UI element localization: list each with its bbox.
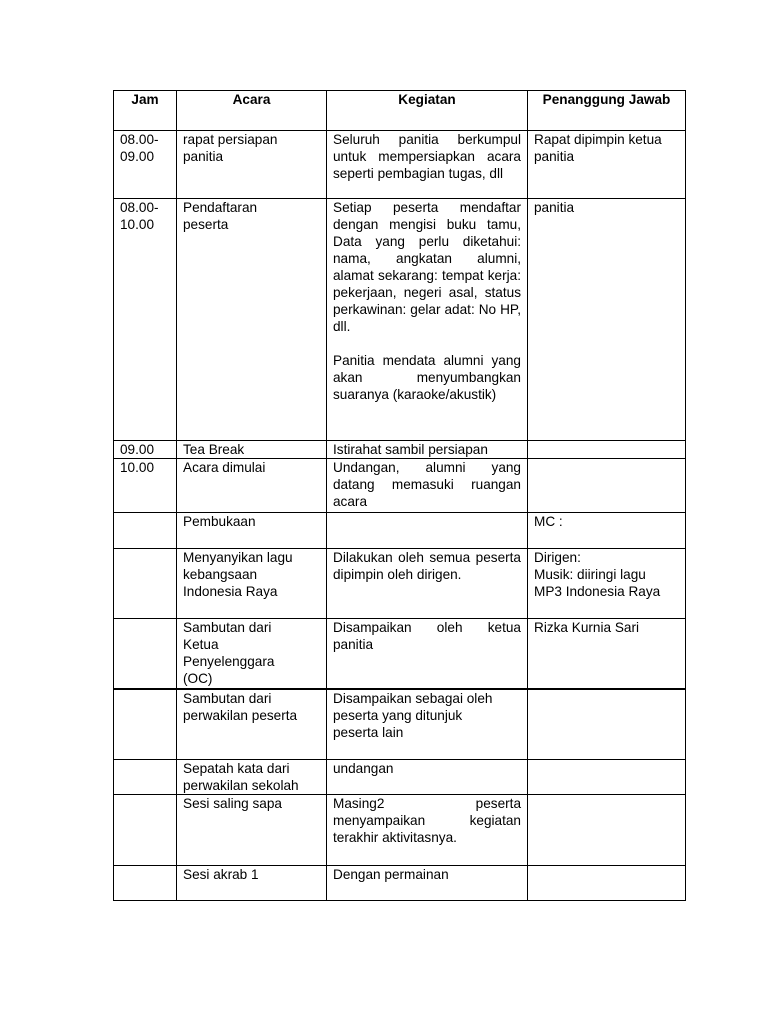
cell-acara-text: Sepatah kata dari perwakilan sekolah <box>183 761 299 793</box>
cell-acara-text: Sesi saling sapa <box>183 796 282 811</box>
cell-kegiatan <box>327 199 528 441</box>
cell-penanggung-jawab <box>528 441 686 459</box>
cell-acara <box>177 689 327 760</box>
cell-jam <box>114 689 177 760</box>
cell-acara <box>177 549 327 619</box>
kegiatan-paragraph: Panitia mendata alumni yang akan menyumbangkan suaranya (karaoke/akustik) <box>333 353 521 402</box>
cell-kegiatan <box>327 549 528 619</box>
kegiatan-paragraph: undangan <box>333 761 394 776</box>
header-penanggung-jawab: Penanggung Jawab <box>528 91 686 131</box>
cell-kegiatan <box>327 619 528 689</box>
schedule-row <box>114 549 686 619</box>
cell-penanggung-jawab-text: Dirigen: Musik: diiringi lagu MP3 Indonesia Raya <box>534 550 661 599</box>
cell-penanggung-jawab-text: MC : <box>534 514 563 529</box>
cell-jam <box>114 131 177 199</box>
cell-acara-text: Menyanyikan lagu kebangsaan Indonesia Raya <box>183 550 293 599</box>
cell-acara-text: Tea Break <box>183 442 245 457</box>
cell-acara <box>177 619 327 689</box>
schedule-row <box>114 199 686 441</box>
header-row <box>114 91 686 131</box>
cell-acara <box>177 866 327 901</box>
kegiatan-paragraph: Disampaikan oleh ketua panitia <box>333 620 521 652</box>
cell-acara-text: Acara dimulai <box>183 460 266 475</box>
cell-penanggung-jawab-text: panitia <box>534 200 575 215</box>
cell-jam-text: 08.00- 09.00 <box>120 132 159 164</box>
cell-acara <box>177 131 327 199</box>
cell-jam <box>114 866 177 901</box>
schedule-row <box>114 441 686 459</box>
schedule-body <box>114 131 686 901</box>
cell-kegiatan <box>327 795 528 866</box>
cell-kegiatan <box>327 131 528 199</box>
schedule-row <box>114 689 686 760</box>
header-kegiatan: Kegiatan <box>327 91 528 131</box>
cell-jam <box>114 549 177 619</box>
cell-kegiatan <box>327 760 528 795</box>
schedule-row <box>114 513 686 549</box>
cell-jam <box>114 795 177 866</box>
cell-acara-text: Sesi akrab 1 <box>183 867 259 882</box>
kegiatan-paragraph: Dilakukan oleh semua peserta dipimpin oleh dirigen. <box>333 550 521 582</box>
cell-penanggung-jawab <box>528 131 686 199</box>
cell-acara <box>177 441 327 459</box>
cell-jam <box>114 459 177 513</box>
cell-acara <box>177 459 327 513</box>
cell-acara <box>177 795 327 866</box>
cell-acara <box>177 513 327 549</box>
cell-acara <box>177 760 327 795</box>
cell-acara-text: Sambutan dari Ketua Penyelenggara (OC) <box>183 620 275 686</box>
cell-kegiatan <box>327 513 528 549</box>
schedule-row <box>114 619 686 689</box>
cell-kegiatan <box>327 441 528 459</box>
cell-kegiatan <box>327 459 528 513</box>
cell-acara-text: Pendaftaran peserta <box>183 200 258 232</box>
cell-penanggung-jawab-text: Rapat dipimpin ketua panitia <box>534 132 662 164</box>
cell-acara-text: Sambutan dari perwakilan peserta <box>183 690 298 723</box>
kegiatan-paragraph: Dengan permainan <box>333 867 449 882</box>
kegiatan-paragraph: Undangan, alumni yang datang memasuki ruangan acara <box>333 460 521 509</box>
schedule-row <box>114 131 686 199</box>
cell-jam-text: 10.00 <box>120 460 155 475</box>
cell-penanggung-jawab <box>528 866 686 901</box>
schedule-row <box>114 760 686 795</box>
schedule-table <box>113 90 686 901</box>
cell-penanggung-jawab <box>528 795 686 866</box>
cell-penanggung-jawab <box>528 459 686 513</box>
kegiatan-paragraph: Istirahat sambil persiapan <box>333 442 488 457</box>
cell-jam-text: 08.00- 10.00 <box>120 200 159 232</box>
cell-jam <box>114 760 177 795</box>
kegiatan-paragraph: Setiap peserta mendaftar dengan mengisi buku tamu, Data yang perlu diketahui: nama, angkatan alumni, alamat sekarang: tempat kerja: pekerjaan, negeri asal, status perkawinan: gelar adat: No HP, dll. <box>333 200 521 334</box>
cell-penanggung-jawab <box>528 619 686 689</box>
header-acara: Acara <box>177 91 327 131</box>
cell-penanggung-jawab <box>528 549 686 619</box>
cell-penanggung-jawab-text: Rizka Kurnia Sari <box>534 620 640 635</box>
header-jam: Jam <box>114 91 177 131</box>
schedule-row <box>114 459 686 513</box>
cell-penanggung-jawab <box>528 689 686 760</box>
kegiatan-paragraph: Masing2 peserta menyampaikan kegiatan terakhir aktivitasnya. <box>333 796 521 845</box>
cell-jam <box>114 619 177 689</box>
cell-acara-text: rapat persiapan panitia <box>183 132 278 164</box>
cell-jam <box>114 441 177 459</box>
kegiatan-paragraph: Seluruh panitia berkumpul untuk mempersiapkan acara seperti pembagian tugas, dll <box>333 132 521 181</box>
cell-acara-text: Pembukaan <box>183 514 256 529</box>
kegiatan-paragraph: Disampaikan sebagai oleh peserta yang ditunjuk peserta lain <box>333 690 493 740</box>
cell-penanggung-jawab <box>528 760 686 795</box>
cell-kegiatan <box>327 689 528 760</box>
cell-kegiatan <box>327 866 528 901</box>
cell-penanggung-jawab <box>528 199 686 441</box>
schedule-row <box>114 795 686 866</box>
cell-penanggung-jawab <box>528 513 686 549</box>
cell-jam <box>114 513 177 549</box>
cell-jam-text: 09.00 <box>120 442 155 457</box>
cell-jam <box>114 199 177 441</box>
cell-acara <box>177 199 327 441</box>
schedule-row <box>114 866 686 901</box>
